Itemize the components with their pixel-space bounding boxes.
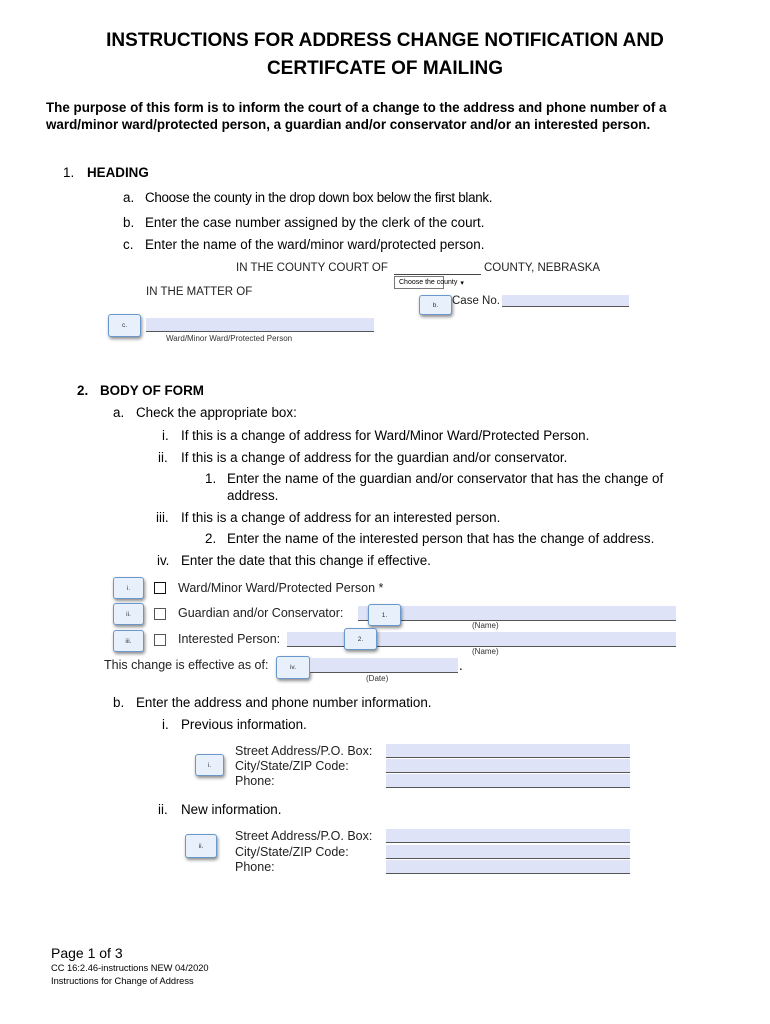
prev-label: i.: [162, 717, 169, 732]
prev-city-field[interactable]: [386, 759, 630, 773]
section2-a-text: Check the appropriate box:: [136, 405, 297, 420]
prev-phone-label: Phone:: [235, 774, 275, 788]
section1-item-c-text: Enter the name of the ward/minor ward/protected person.: [145, 237, 485, 252]
marker-iii: iii.: [113, 630, 144, 652]
new-label: ii.: [158, 802, 168, 817]
marker-prev: i.: [195, 754, 224, 776]
roman-i-text: If this is a change of address for Ward/Minor Ward/Protected Person.: [181, 428, 590, 443]
effective-date-field[interactable]: [310, 658, 458, 673]
new-text: New information.: [181, 802, 282, 817]
new-street-field[interactable]: [386, 829, 630, 843]
ward-option-label: Ward/Minor Ward/Protected Person *: [178, 581, 384, 595]
marker-c: c.: [108, 314, 141, 337]
new-street-label: Street Address/P.O. Box:: [235, 829, 373, 843]
county-dropdown-label: Choose the county: [399, 279, 458, 286]
interested-option-label: Interested Person:: [178, 632, 281, 646]
sub1-line1: Enter the name of the guardian and/or conservator that has the change of: [227, 471, 664, 486]
form-title: Instructions for Change of Address: [51, 976, 194, 986]
matter-label: IN THE MATTER OF: [146, 286, 253, 298]
section1-item-b-label: b.: [123, 215, 135, 230]
section2-a-label: a.: [113, 405, 125, 420]
date-caption: (Date): [366, 674, 389, 683]
ward-name-field[interactable]: [146, 318, 374, 332]
interested-name-caption: (Name): [472, 647, 499, 656]
new-city-label: City/State/ZIP Code:: [235, 845, 349, 859]
ward-checkbox[interactable]: [154, 582, 166, 594]
sub2-text: Enter the name of the interested person that has the change of address.: [227, 531, 655, 546]
chevron-down-icon: ▾: [460, 279, 464, 287]
court-suffix: COUNTY, NEBRASKA: [484, 262, 601, 274]
page-title-line2: CERTIFCATE OF MAILING: [266, 58, 504, 79]
roman-i-label: i.: [162, 428, 169, 443]
prev-street-field[interactable]: [386, 744, 630, 758]
roman-iii-label: iii.: [156, 510, 169, 525]
section1-item-c-label: c.: [123, 237, 134, 252]
interested-checkbox[interactable]: [154, 634, 166, 646]
roman-iv-label: iv.: [157, 553, 170, 568]
marker-ii: ii.: [113, 603, 144, 625]
county-dropdown[interactable]: [394, 276, 464, 289]
marker-iv: iv.: [276, 656, 310, 679]
roman-ii-label: ii.: [158, 450, 168, 465]
page-title-line1: INSTRUCTIONS FOR ADDRESS CHANGE NOTIFICATION AND: [106, 30, 664, 51]
section2-b-label: b.: [113, 695, 125, 710]
section1-item-b-text: Enter the case number assigned by the clerk of the court.: [145, 215, 485, 230]
marker-1: 1.: [368, 604, 401, 626]
prev-city-label: City/State/ZIP Code:: [235, 759, 349, 773]
county-blank-line: [394, 274, 481, 275]
section1-number: 1.: [63, 165, 75, 180]
new-phone-label: Phone:: [235, 860, 275, 874]
marker-b: b.: [419, 295, 452, 315]
sub1-label: 1.: [205, 471, 217, 486]
ward-caption: Ward/Minor Ward/Protected Person: [166, 334, 293, 343]
guardian-option-label: Guardian and/or Conservator:: [178, 606, 344, 620]
effective-label: This change is effective as of:: [104, 658, 269, 672]
marker-new: ii.: [185, 834, 217, 858]
roman-ii-text: If this is a change of address for the guardian and/or conservator.: [181, 450, 568, 465]
sub1-line2: address.: [227, 488, 279, 503]
guardian-name-caption: (Name): [472, 621, 499, 630]
section2-b-text: Enter the address and phone number information.: [136, 695, 432, 710]
prev-phone-field[interactable]: [386, 774, 630, 788]
roman-iv-text: Enter the date that this change if effective.: [181, 553, 431, 568]
guardian-name-field[interactable]: [358, 606, 676, 621]
new-city-field[interactable]: [386, 845, 630, 859]
prev-street-label: Street Address/P.O. Box:: [235, 744, 373, 758]
section2-heading: BODY OF FORM: [100, 383, 204, 398]
section1-heading: HEADING: [87, 165, 149, 180]
effective-period: .: [459, 658, 463, 673]
court-prefix: IN THE COUNTY COURT OF: [236, 262, 388, 274]
marker-2: 2.: [344, 628, 377, 650]
roman-iii-text: If this is a change of address for an interested person.: [181, 510, 501, 525]
case-no-label: Case No.: [452, 295, 500, 307]
marker-i: i.: [113, 577, 144, 599]
section2-number: 2.: [77, 383, 89, 398]
form-id: CC 16:2.46-instructions NEW 04/2020: [51, 963, 209, 973]
sub2-label: 2.: [205, 531, 217, 546]
new-phone-field[interactable]: [386, 860, 630, 874]
page-number: Page 1 of 3: [51, 945, 123, 961]
section1-item-a-label: a.: [123, 190, 135, 205]
case-number-field[interactable]: [502, 295, 629, 307]
section1-item-a-text: Choose the county in the drop down box below the first blank.: [145, 190, 493, 205]
prev-text: Previous information.: [181, 717, 307, 732]
purpose-text: The purpose of this form is to inform the court of a change to the address and phone number of a ward/minor ward/protected person, a guardian and/or conservator and/or an interested person.: [46, 100, 667, 132]
guardian-checkbox[interactable]: [154, 608, 166, 620]
